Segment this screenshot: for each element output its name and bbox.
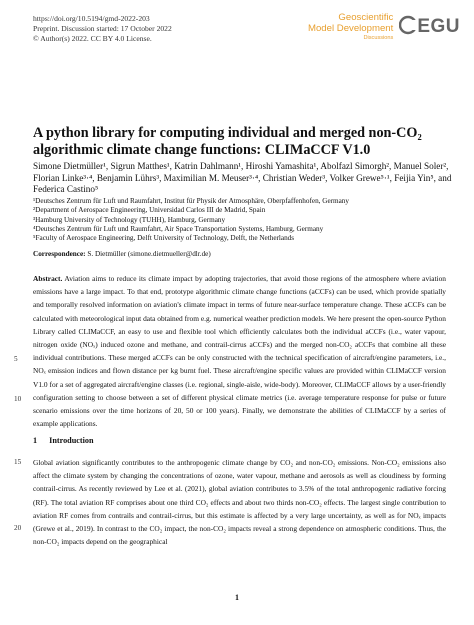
affiliations <box>33 197 453 243</box>
affiliation-item: ⁵Faculty of Aerospace Engineering, Delft University of Technology, Delft, the Netherlands <box>33 234 295 243</box>
affiliation-item: ²Department of Aerospace Engineering, Universidad Carlos III de Madrid, Spain <box>33 206 266 215</box>
introduction-text: Global aviation significantly contributes to the anthropogenic climate change by CO₂ and non-CO₂ emissions. Non-CO₂ emissions also affect the climate system by changing the concentrations of ozone, water vapour, methane and aerosols as well as cloudiness by forming contrail-cirrus. As recently reviewed by Lee et al. (2021), global aviation contributes to 3.5% of the total anthropogenic radiative forcing (RF). The total aviation RF comprises about one third CO₂ effects and about two thirds non-CO₂ effects. The largest single contribution to aviation RF comes from contrails and contrail-cirrus, but this estimate is affected by a very large uncertainty, as well as for NOₓ impacts (Grewe et al., 2019). In contrast to the CO₂ impact, the non-CO₂ impacts reveal a strong dependence on atmospheric conditions. Thus, the non-CO₂ impacts depend on the geographical <box>33 458 446 547</box>
journal-name-line3: Discussions <box>363 35 394 41</box>
egu-emblem-icon <box>399 12 417 38</box>
journal-logo <box>308 12 460 42</box>
author-list: Simone Dietmüller¹, Sigrun Matthes¹, Katrin Dahlmann¹, Hiroshi Yamashita¹, Abolfazl Simorgh², Manuel Soler², Florian Linke³·⁴, Benjamin Lührs³, Maximilian M. Meuser³·⁴, Christian Weder³, Volker Grewe⁵·¹, Feijia Yin⁵, and Federica Castino⁵ <box>33 161 452 195</box>
header-info <box>33 14 172 44</box>
section-number: 1 <box>33 436 38 445</box>
preprint-date: Preprint. Discussion started: 17 October 2022 <box>33 24 172 33</box>
license-text: © Author(s) 2022. CC BY 4.0 License. <box>33 34 152 43</box>
correspondence-label: Correspondence: <box>33 250 86 258</box>
section-title: Introduction <box>49 436 94 445</box>
affiliation-item: ¹Deutsches Zentrum für Luft und Raumfahrt, Institut für Physik der Atmosphäre, Oberpfaffenhofen, Germany <box>33 197 349 205</box>
correspondence-email[interactable]: S. Dietmüller (simone.dietmueller@dlr.de) <box>87 250 211 258</box>
journal-name-line1: Geoscientific <box>338 12 394 23</box>
line-number: 15 <box>14 458 22 466</box>
affiliation-item: ⁴Deutsches Zentrum für Luft und Raumfahrt, Air Space Transportation Systems, Hamburg, Germany <box>33 224 324 233</box>
correspondence <box>33 250 211 258</box>
doi-link[interactable]: https://doi.org/10.5194/gmd-2022-203 <box>33 14 150 23</box>
abstract <box>33 272 446 430</box>
paper-title: A python library for computing individual and merged non-CO₂ algorithmic climate change functions: CLIMaCCF V1.0 <box>33 125 422 158</box>
journal-name <box>308 12 393 42</box>
line-number: 5 <box>14 355 18 363</box>
publisher-logo: EGU <box>417 16 460 37</box>
line-number: 10 <box>14 395 22 403</box>
affiliation-item: ³Hamburg University of Technology (TUHH), Hamburg, Germany <box>33 215 226 224</box>
page-number: 1 <box>235 593 239 602</box>
abstract-label: Abstract. <box>33 274 63 283</box>
section-heading <box>33 436 94 445</box>
journal-name-line2: Model Development <box>307 23 394 34</box>
abstract-text: Aviation aims to reduce its climate impact by adopting trajectories, that avoid those regions of the atmosphere where aviation emissions have a large impact. To that end, prototype algorithmic climate change functions (aCCFs) can be used, which provide spatially and temporally resolved information on aviation's climate impact in terms of future near-surface temperature change. These aCCFs can be calculated with meteorological input data obtained from e.g. numerical weather prediction models. We here present the open-source Python Library called CLIMaCCF, an easy to use and flexible tool which efficiently calculates both the individual aCCFs (i.e., water vapour, nitrogen oxide (NOₓ) induced ozone and methane, and contrail-cirrus aCCFs) and the merged non-CO₂ aCCFs that combine all these individual contributions. These merged aCCFs can be only constructed with the technical specification of aircraft/engine parameters, i.e., NOₓ emission indices and flown distance per kg burnt fuel. These aircraft/engine specific values are provided within CLIMaCCF version V1.0 for a set of aggregated aircraft/engine classes (i.e. regional, single-aisle, wide-body). Moreover, CLIMaCCF allows by a user-friendly configuration setting to choose between a set of different physical climate metrics (i.e. average temperature response for pulse or future scenario emissions over the time horizons of 20, 50 or 100 years). Finally, we demonstrate the abilities of CLIMaCCF by a series of example applications. <box>33 274 446 429</box>
line-number: 20 <box>14 524 22 532</box>
